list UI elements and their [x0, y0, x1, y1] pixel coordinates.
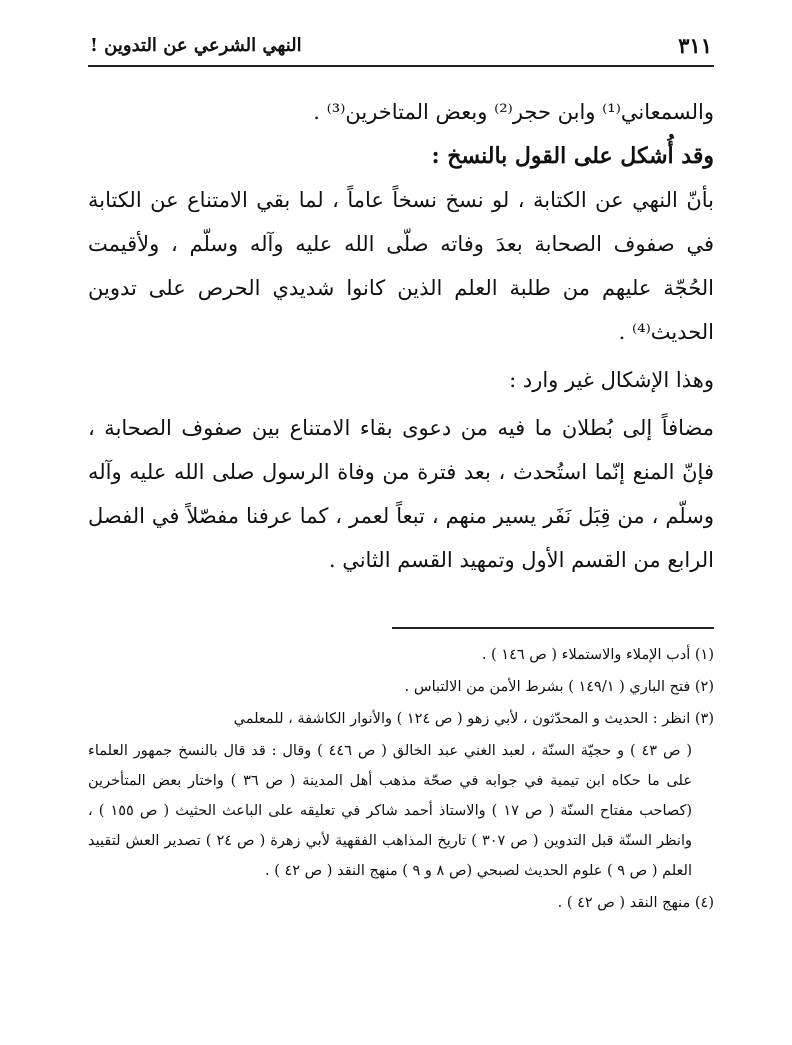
footnotes — [88, 640, 714, 918]
footnote-1: (١) أدب الإملاء والاستملاء ( ص ١٤٦ ) . — [481, 647, 714, 663]
footnote-3-first-line: (٣) انظر : الحديث و المحدّثون ، لأبي زهو ( ص ١٢٤ ) والأنوار الكاشفة ، للمعلمي — [233, 711, 714, 727]
paragraph-citations: والسمعاني⁽¹⁾ وابن حجر⁽²⁾ وبعض المتاخرين⁽³⁾ . — [313, 100, 714, 124]
footnote-3-continuation: ( ص ٤٣ ) و حجيّة السنّة ، لعبد الغني عبد الخالق ( ص ٤٤٦ ) وقال : قد قال بالنسخ جمهور العلماء على ما حكاه ابن تيمية في جوابه في صحّة مذهب أهل المدينة ( ص ٣٦ ) واختار بعض المتأخرين (كصاحب مفتاح السنّة ( ص ١٧ ) والاستاذ أحمد شاكر في تعليقه على الباعث الحثيث ( ص ١٥٥ ) ، وانظر السنّة قبل التدوين ( ص ٣٠٧ ) تاريخ المذاهب الفقهية لأبي زهرة ( ص ٢٤ ) تصدير العش لتقييد العلم ( ص ٩ ) علوم الحديث لصبحي (ص ٨ و ٩ ) منهج النقد ( ص ٤٢ ) . — [88, 743, 693, 879]
running-title: النهي الشرعي عن التدوين ! — [90, 34, 302, 56]
paragraph-response: مضافاً إلى بُطلان ما فيه من دعوى بقاء الامتناع بين صفوف الصحابة ، فإنّ المنع إنّما استُحدث ، بعد فترة من وفاة الرسول صلى الله عليه وآله وسلّم ، من قِبَل نَفَر يسير منهم ، تبعاً لعمر ، كما عرفنا مفصّلاً في الفصل الرابع من القسم الأول وتمهيد القسم الثاني . — [88, 416, 714, 572]
paragraph-response-intro: وهذا الإشكال غير وارد : — [509, 368, 714, 392]
section-heading: وقد أُشكل على القول بالنسخ : — [431, 143, 714, 169]
main-text — [88, 90, 714, 582]
footnote-4: (٤) منهج النقد ( ص ٤٢ ) . — [557, 895, 714, 911]
header-divider — [88, 65, 714, 67]
page-number: ٣١١ — [678, 32, 712, 58]
footnote-2: (٢) فتح الباري ( ١٤٩/١ ) بشرط الأمن من الالتباس . — [404, 679, 714, 695]
running-header — [90, 28, 712, 62]
footnote-divider — [392, 627, 714, 629]
paragraph-objection: بأنّ النهي عن الكتابة ، لو نسخ نسخاً عاماً ، لما بقي الامتناع عن الكتابة في صفوف الصحابة بعدَ وفاته صلّى الله عليه وآله وسلّم ، ولأقيمت الحُجّة عليهم من طلبة العلم الذين كانوا شديدي الحرص على تدوين الحديث⁽⁴⁾ . — [88, 188, 714, 344]
